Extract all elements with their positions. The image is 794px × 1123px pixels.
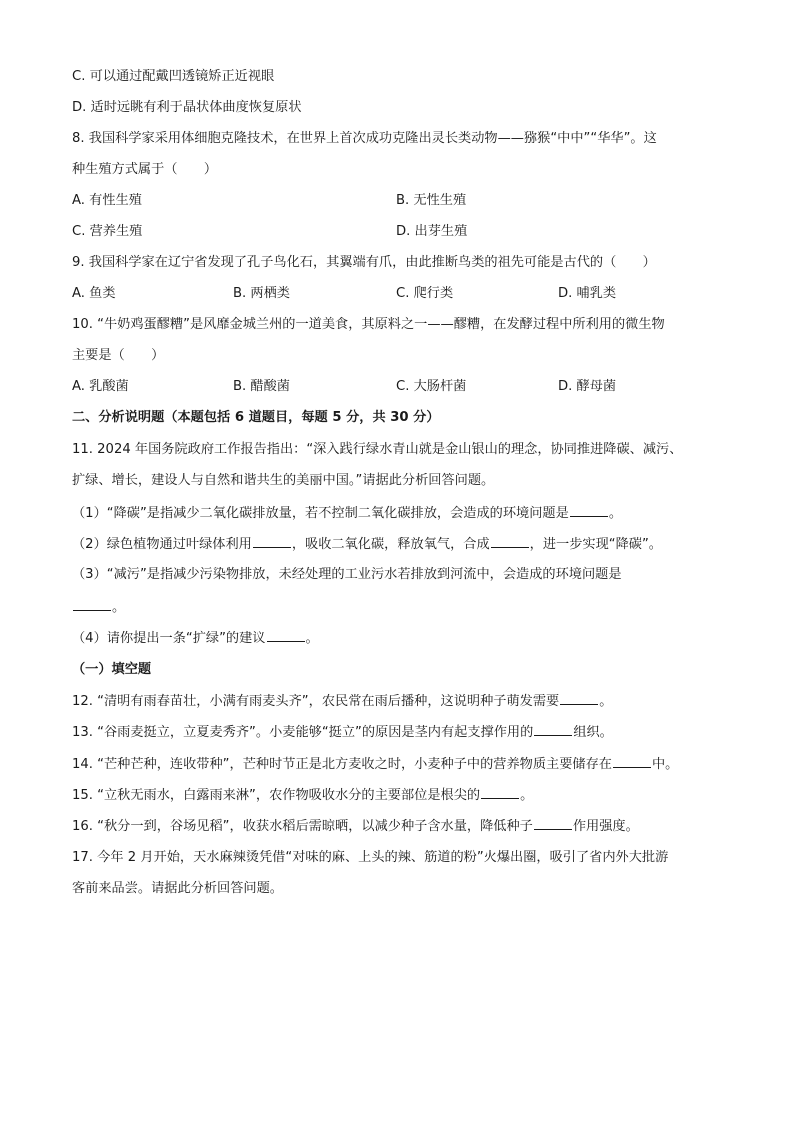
answer-blank	[560, 692, 598, 705]
q9-option-b: B. 两栖类	[233, 286, 290, 301]
q11-part-2: （2）绿色植物通过叶绿体利用 ，吸收二氧化碳，释放氧气，合成 ，进一步实现“降碳”。	[72, 537, 662, 552]
q14: 14. “芒种芒种，连收带种”，芒种时节正是北方麦收之时，小麦种子中的营养物质主要储存在 中。	[72, 757, 679, 772]
q7-option-d: D. 适时远眺有利于晶状体曲度恢复原状	[72, 100, 302, 115]
q9-option-d: D. 哺乳类	[558, 286, 617, 301]
q11-part-1: （1）“降碳”是指减少二氧化碳排放量，若不控制二氧化碳排放，会造成的环境问题是 。	[72, 506, 622, 521]
answer-blank	[491, 535, 529, 548]
q9-option-a: A. 鱼类	[72, 286, 116, 301]
q7-option-c: C. 可以通过配戴凹透镜矫正近视眼	[72, 69, 275, 84]
q9-stem: 9. 我国科学家在辽宁省发现了孔子鸟化石，其翼端有爪，由此推断鸟类的祖先可能是古代的（ ）	[72, 255, 656, 270]
answer-blank	[534, 723, 572, 736]
q8-option-d: D. 出芽生殖	[396, 224, 468, 239]
answer-blank	[253, 535, 291, 548]
q10-option-b: B. 醋酸菌	[233, 379, 290, 394]
section-2-heading: 二、分析说明题（本题包括 6 道题目，每题 5 分，共 30 分）	[72, 410, 440, 425]
q8-option-c: C. 营养生殖	[72, 224, 143, 239]
answer-blank	[570, 504, 608, 517]
q9-option-c: C. 爬行类	[396, 286, 454, 301]
q11-stem-line-1: 11. 2024 年国务院政府工作报告指出：“深入践行绿水青山就是金山银山的理念，协同推进降碳、减污、	[72, 442, 683, 457]
q16: 16. “秋分一到，谷场见稻”，收获水稻后需晾晒，以减少种子含水量，降低种子 作用强度。	[72, 819, 639, 834]
q10-stem-line-2: 主要是（ ）	[72, 348, 165, 363]
q17-stem-line-2: 客前来品尝。请据此分析回答问题。	[72, 881, 283, 896]
answer-blank	[534, 817, 572, 830]
q8-option-a: A. 有性生殖	[72, 193, 142, 208]
q11-part-3: （3）“减污”是指减少污染物排放，未经处理的工业污水若排放到河流中，会造成的环境问题是	[72, 567, 622, 582]
q10-option-c: C. 大肠杆菌	[396, 379, 467, 394]
q10-option-d: D. 酵母菌	[558, 379, 617, 394]
answer-blank	[481, 786, 519, 799]
q11-stem-line-2: 扩绿、增长，建设人与自然和谐共生的美丽中国。”请据此分析回答问题。	[72, 473, 495, 488]
q11-part-3-answer: 。	[72, 598, 125, 617]
q17-stem-line-1: 17. 今年 2 月开始，天水麻辣烫凭借“对味的麻、上头的辣、筋道的粉”火爆出圈，吸引了省内外大批游	[72, 850, 669, 865]
q8-option-b: B. 无性生殖	[396, 193, 467, 208]
answer-blank	[613, 755, 651, 768]
q10-stem-line-1: 10. “牛奶鸡蛋醪糟”是风靡金城兰州的一道美食，其原料之一——醪糟，在发酵过程中所利用的微生物	[72, 317, 665, 332]
q8-stem-line-1: 8. 我国科学家采用体细胞克隆技术，在世界上首次成功克隆出灵长类动物——猕猴“中中”“华华”。这	[72, 131, 657, 146]
q12: 12. “清明有雨春苗壮，小满有雨麦头齐”，农民常在雨后播种，这说明种子萌发需要 。	[72, 694, 613, 709]
q11-part-4: （4）请你提出一条“扩绿”的建议 。	[72, 631, 319, 646]
q10-option-a: A. 乳酸菌	[72, 379, 129, 394]
answer-blank	[73, 598, 111, 611]
fill-in-heading: （一）填空题	[72, 662, 152, 677]
q15: 15. “立秋无雨水，白露雨来淋”，农作物吸收水分的主要部位是根尖的 。	[72, 788, 534, 803]
q8-stem-line-2: 种生殖方式属于（ ）	[72, 162, 218, 177]
answer-blank	[267, 629, 305, 642]
q13: 13. “谷雨麦挺立，立夏麦秀齐”。小麦能够“挺立”的原因是茎内有起支撑作用的 组织。	[72, 725, 613, 740]
